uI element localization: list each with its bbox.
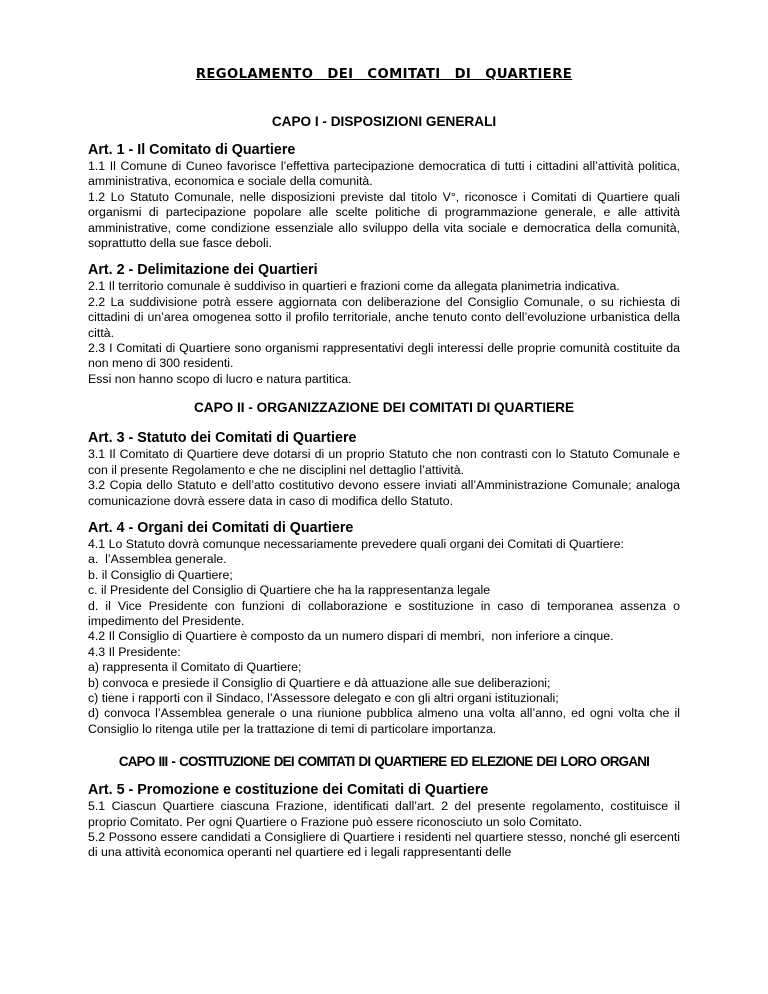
list-item: c. il Presidente del Consiglio di Quartiere che ha la rappresentanza legale — [88, 583, 491, 598]
article-4-body — [88, 537, 680, 737]
paragraph-4-1: 4.1 Lo Statuto dovrà comunque necessariamente prevedere quali organi dei Comitati di Quartiere: — [88, 536, 624, 551]
article-5 — [88, 782, 680, 861]
article-2-title: Art. 2 - Delimitazione dei Quartieri — [88, 262, 318, 279]
paragraph-3-1: 3.1 Il Comitato di Quartiere deve dotarsi di un proprio Statuto che non contrasti con lo Statuto Comunale e con il presente Regolamento e che ne disciplini nel dettaglio l’attività. — [88, 447, 680, 477]
article-4 — [88, 520, 680, 737]
paragraph-2-1: 2.1 Il territorio comunale è suddiviso in quartieri e frazioni come da allegata planimetria indicativa. — [88, 279, 620, 294]
article-1-body — [88, 159, 680, 251]
list-item: c) tiene i rapporti con il Sindaco, l’Assessore delegato e con gli altri organi istituzionali; — [88, 690, 559, 705]
article-3 — [88, 430, 680, 509]
spacer — [88, 509, 680, 520]
chapter-3-heading: CAPO III - COSTITUZIONE DEI COMITATI DI QUARTIERE ED ELEZIONE DEI LORO ORGANI — [118, 754, 650, 770]
article-2 — [88, 262, 680, 387]
paragraph-5-1: 5.1 Ciascun Quartiere ciascuna Frazione, identificati dall’art. 2 del presente regolamento, costituisce il proprio Comitato. Per ogni Quartiere o Frazione può essere riconosciuto un solo Comitato. — [88, 799, 680, 829]
article-3-body — [88, 447, 680, 509]
list-item: d. il Vice Presidente con funzioni di collaborazione e sostituzione in caso di temporanea assenza o impedimento del Presidente. — [88, 598, 680, 628]
paragraph-3-2: 3.2 Copia dello Statuto e dell’atto costitutivo devono essere inviati all’Amministrazione Comunale; analoga comunicazione dovrà essere data in caso di modifica dello Statuto. — [88, 478, 680, 508]
paragraph-5-2: 5.2 Possono essere candidati a Consigliere di Quartiere i residenti nel quartiere stesso, nonché gli esercenti di una attività economica operanti nel quartiere ed i legali rappresentanti delle — [88, 830, 680, 860]
paragraph-2-2: 2.2 La suddivisione potrà essere aggiornata con deliberazione del Consiglio Comunale, o su richiesta di cittadini di un’area omogenea sotto il profilo territoriale, anche tenuto conto dell’evoluzione urbanistica della città. — [88, 294, 680, 340]
article-1 — [88, 142, 680, 251]
chapter-2-heading: CAPO II - ORGANIZZAZIONE DEI COMITATI DI QUARTIERE — [193, 400, 575, 416]
paragraph-1-1: 1.1 Il Comune di Cuneo favorisce l’effettiva partecipazione democratica di tutti i cittadini all’attività politica, amministrativa, economica e sociale della comunità. — [88, 159, 680, 189]
article-5-body — [88, 799, 680, 861]
paragraph-1-2: 1.2 Lo Statuto Comunale, nelle disposizioni previste dal titolo V°, riconosce i Comitati di Quartiere quali organismi di partecipazione popolare alle scelte politiche di programmazione generale, e alle attività amministrative, come condizione essenziale allo sviluppo della vita sociale e democratica della comunità, soprattutto della sue fasce deboli. — [88, 189, 680, 251]
paragraph-4-2: 4.2 Il Consiglio di Quartiere è composto da un numero dispari di membri, non inferiore a cinque. — [88, 629, 614, 644]
paragraph-4-3: 4.3 Il Presidente: — [88, 644, 181, 659]
list-item: d) convoca l’Assemblea generale o una riunione pubblica almeno una volta all’anno, ed ogni volta che il Consiglio lo ritenga utile per la trattazione di temi di particolare importanza. — [88, 706, 680, 736]
paragraph-2-4: Essi non hanno scopo di lucro e natura partitica. — [88, 371, 352, 386]
article-4-title: Art. 4 - Organi dei Comitati di Quartiere — [88, 519, 354, 536]
list-item: b. il Consiglio di Quartiere; — [88, 567, 233, 582]
chapter-1-heading: CAPO I - DISPOSIZIONI GENERALI — [271, 114, 497, 129]
article-3-title: Art. 3 - Statuto dei Comitati di Quartiere — [88, 430, 357, 447]
list-item: a) rappresenta il Comitato di Quartiere; — [88, 660, 302, 675]
paragraph-2-3: 2.3 I Comitati di Quartiere sono organismi rappresentativi degli interessi delle proprie comunità costituite da non meno di 300 residenti. — [88, 341, 680, 371]
document-title: REGOLAMENTO DEI COMITATI DI QUARTIERE — [195, 67, 573, 82]
spacer — [88, 251, 680, 262]
list-item: b) convoca e presiede il Consiglio di Quartiere e dà attuazione alle sue deliberazioni; — [88, 675, 551, 690]
article-1-title: Art. 1 - Il Comitato di Quartiere — [88, 142, 296, 158]
article-2-body — [88, 279, 680, 387]
article-5-title: Art. 5 - Promozione e costituzione dei Comitati di Quartiere — [88, 782, 489, 799]
list-item: a. l’Assemblea generale. — [88, 552, 227, 567]
